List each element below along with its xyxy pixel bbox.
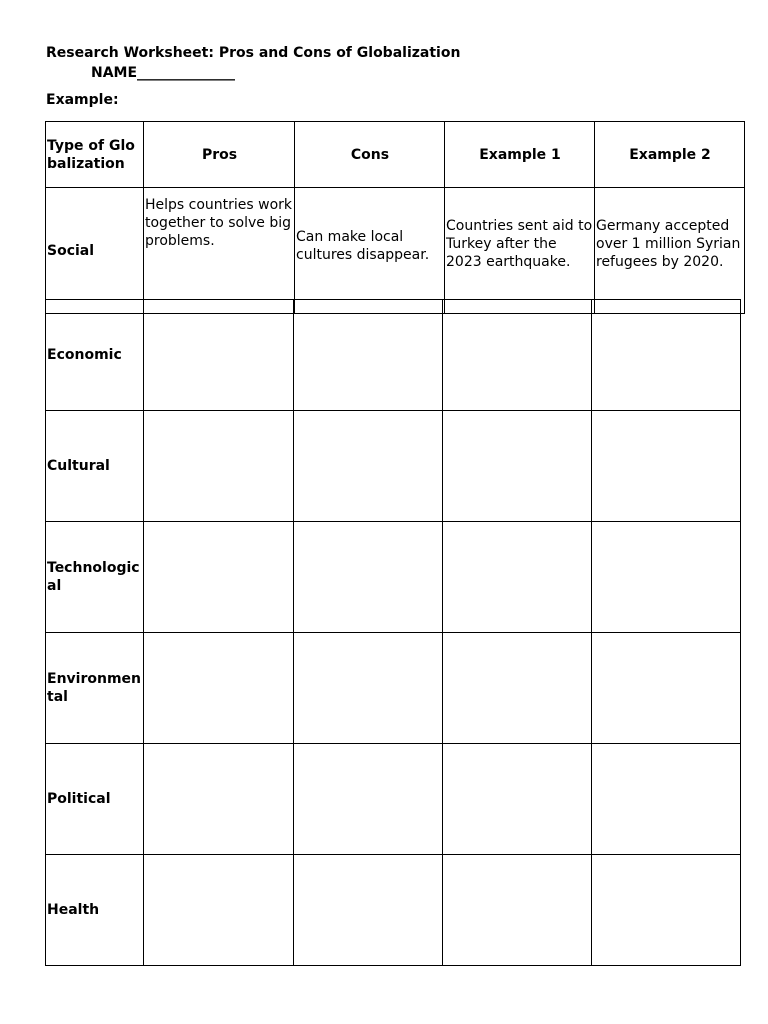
row-label-political: Political xyxy=(46,744,144,855)
table-row xyxy=(46,411,741,522)
example2-cell[interactable] xyxy=(592,855,741,966)
header-example-1: Example 1 xyxy=(445,122,595,188)
cons-cell[interactable] xyxy=(294,522,443,633)
row-label-cultural: Cultural xyxy=(46,411,144,522)
example1-cell[interactable] xyxy=(443,300,592,411)
pros-cell[interactable] xyxy=(144,522,294,633)
worksheet-table xyxy=(45,299,741,966)
example1-cell[interactable] xyxy=(443,855,592,966)
example2-cell[interactable] xyxy=(592,633,741,744)
table-row xyxy=(46,744,741,855)
example-header-row xyxy=(46,122,745,188)
example1-cell[interactable] xyxy=(443,522,592,633)
table-row xyxy=(46,522,741,633)
example2-cell[interactable] xyxy=(592,744,741,855)
pros-cell[interactable] xyxy=(144,411,294,522)
pros-cell[interactable] xyxy=(144,633,294,744)
header-pros: Pros xyxy=(144,122,295,188)
pros-cell[interactable] xyxy=(144,300,294,411)
example-cons-cell: Can make local cultures disappear. xyxy=(295,188,445,314)
pros-cell[interactable] xyxy=(144,855,294,966)
example-table xyxy=(45,121,745,314)
example2-cell[interactable] xyxy=(592,522,741,633)
row-label-health: Health xyxy=(46,855,144,966)
header-example-2: Example 2 xyxy=(595,122,745,188)
example-row-social xyxy=(46,188,745,314)
example2-cell[interactable] xyxy=(592,411,741,522)
row-label-technological: Technological xyxy=(46,522,144,633)
example1-cell[interactable] xyxy=(443,411,592,522)
name-field[interactable]: NAME______________ xyxy=(91,65,236,81)
example1-cell[interactable] xyxy=(443,744,592,855)
worksheet-title: Research Worksheet: Pros and Cons of Globalization xyxy=(46,45,461,61)
cons-cell[interactable] xyxy=(294,411,443,522)
cons-cell[interactable] xyxy=(294,633,443,744)
example-type-cell: Social xyxy=(46,188,144,314)
table-row xyxy=(46,633,741,744)
row-label-environmental: Environmental xyxy=(46,633,144,744)
cons-cell[interactable] xyxy=(294,744,443,855)
example-label: Example: xyxy=(46,92,119,108)
table-row xyxy=(46,855,741,966)
cons-cell[interactable] xyxy=(294,855,443,966)
table-row xyxy=(46,300,741,411)
pros-cell[interactable] xyxy=(144,744,294,855)
cons-cell[interactable] xyxy=(294,300,443,411)
example-example1-cell: Countries sent aid to Turkey after the 2023 earthquake. xyxy=(445,188,595,314)
header-type: Type of Globalization xyxy=(46,122,144,188)
example-pros-cell: Helps countries work together to solve big problems. xyxy=(144,188,295,314)
example-example2-cell: Germany accepted over 1 million Syrian refugees by 2020. xyxy=(595,188,745,314)
row-label-economic: Economic xyxy=(46,300,144,411)
example2-cell[interactable] xyxy=(592,300,741,411)
header-cons: Cons xyxy=(295,122,445,188)
example1-cell[interactable] xyxy=(443,633,592,744)
